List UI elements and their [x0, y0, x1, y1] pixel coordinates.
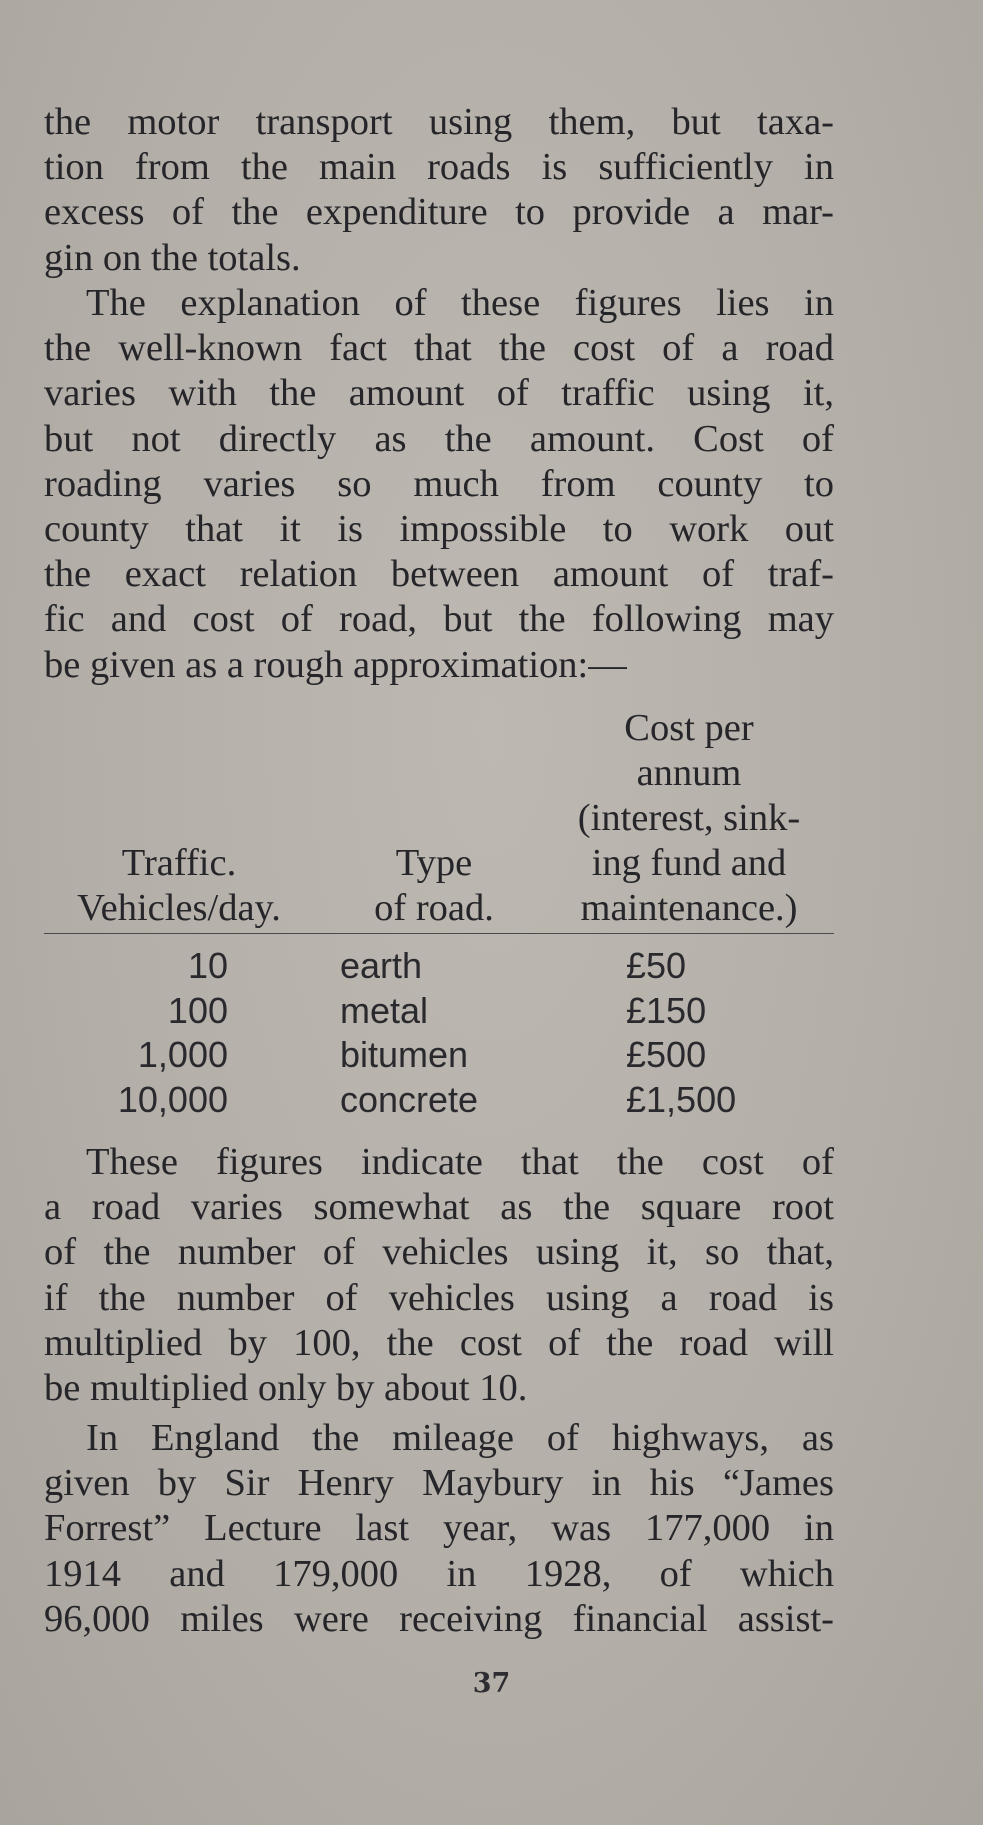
cell-cost: £1,500	[626, 1078, 737, 1120]
table-row	[44, 1033, 834, 1078]
table-body	[44, 944, 834, 1122]
header-cost-line: (interest, sink-	[577, 797, 801, 839]
text-line: be multiplied only by about 10.	[44, 1367, 528, 1410]
header-type-line: Type	[395, 842, 473, 884]
header-cost-line: Cost per	[624, 707, 754, 749]
text-line: county that it is impossible to work out	[44, 508, 834, 551]
cell-type: metal	[340, 989, 429, 1031]
text-line: These figures indicate that the cost of	[86, 1141, 834, 1183]
table-row	[44, 944, 834, 989]
header-cost	[544, 706, 834, 931]
page-number: 37	[472, 1668, 511, 1699]
cell-traffic: 10,000	[117, 1078, 228, 1120]
text-line: if the number of vehicles using a road is	[44, 1276, 834, 1319]
cell-type: earth	[340, 945, 423, 986]
text-line: the motor transport using them, but taxa-	[44, 101, 834, 143]
table-row	[44, 1078, 834, 1123]
header-type-line: of road.	[374, 887, 494, 929]
paragraph-4	[44, 1416, 834, 1642]
table-row	[44, 989, 834, 1034]
text-line: Forrest” Lecture last year, was 177,000 in	[44, 1507, 834, 1550]
cell-cost: £500	[626, 1034, 707, 1075]
header-traffic-line: Traffic.	[121, 842, 237, 884]
paragraph-2	[44, 281, 834, 688]
text-line: multiplied by 100, the cost of the road will	[44, 1321, 834, 1364]
header-cost-line: ing fund and	[591, 842, 787, 884]
header-rule	[44, 933, 834, 934]
paragraph-3	[44, 1140, 834, 1411]
text-line: of the number of vehicles using it, so that,	[44, 1231, 834, 1274]
header-traffic-line: Vehicles/day.	[77, 887, 281, 929]
cell-cost: £150	[626, 989, 707, 1031]
text-line: roading varies so much from county to	[44, 462, 834, 505]
text-line: fic and cost of road, but the following may	[44, 598, 834, 641]
cell-traffic: 1,000	[137, 1034, 228, 1075]
text-line: In England the mileage of highways, as	[86, 1417, 834, 1459]
paragraph-1	[44, 100, 834, 281]
header-traffic	[44, 841, 314, 931]
cell-type: bitumen	[340, 1034, 469, 1075]
cell-traffic: 100	[167, 989, 228, 1031]
cell-type: concrete	[340, 1078, 479, 1120]
cell-traffic: 10	[187, 945, 228, 986]
text-line: 96,000 miles were receiving financial assist-	[44, 1597, 834, 1640]
cell-cost: £50	[626, 945, 687, 986]
text-line: tion from the main roads is sufficiently in	[44, 146, 834, 189]
text-line: but not directly as the amount. Cost of	[44, 417, 834, 460]
text-line: excess of the expenditure to provide a mar-	[44, 191, 834, 234]
text-line: gin on the totals.	[44, 236, 301, 279]
text-line: a road varies somewhat as the square root	[44, 1186, 834, 1229]
text-line: be given as a rough approximation:—	[44, 643, 627, 686]
text-line: the well-known fact that the cost of a road	[44, 327, 834, 370]
text-line: varies with the amount of traffic using it,	[44, 372, 834, 415]
text-line: The explanation of these figures lies in	[86, 282, 834, 324]
text-line: 1914 and 179,000 in 1928, of which	[44, 1552, 834, 1595]
text-line: given by Sir Henry Maybury in his “James	[44, 1462, 834, 1505]
text-line: the exact relation between amount of traf-	[44, 553, 834, 596]
header-type	[324, 841, 544, 931]
header-cost-line: annum	[636, 752, 742, 794]
header-cost-line: maintenance.)	[580, 887, 798, 929]
